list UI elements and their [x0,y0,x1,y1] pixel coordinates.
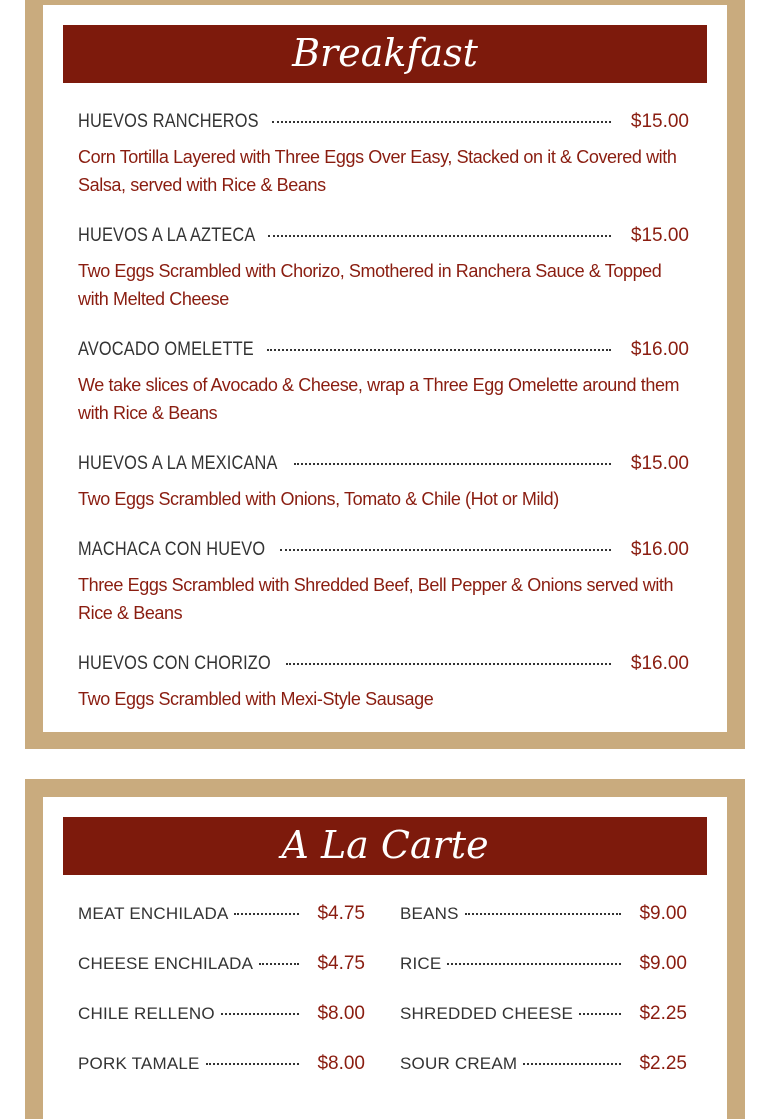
item-description: We take slices of Avocado & Cheese, wrap a Three Egg Omelette around them with Rice & Beans [78,375,680,423]
menu-item [78,111,689,199]
menu-item [78,953,365,979]
item-name: CHEESE ENCHILADA [78,954,254,973]
item-price: $8.00 [317,1003,365,1024]
item-price: $16.00 [630,539,689,560]
menu-item [78,1053,365,1079]
leader-dots [206,1063,300,1065]
leader-dots [579,1013,621,1015]
leader-dots [294,463,611,465]
menu-item [400,1003,687,1029]
breakfast-panel [43,5,727,732]
item-name: HUEVOS RANCHEROS [78,111,259,132]
item-price: $15.00 [630,225,689,246]
item-description: Two Eggs Scrambled with Chorizo, Smothered in Ranchera Sauce & Topped with Melted Cheese [78,261,662,309]
item-price: $2.25 [639,1053,687,1074]
leader-dots [259,963,299,965]
leader-dots [267,349,611,351]
leader-dots [447,963,621,965]
leader-dots [286,663,611,665]
menu-item [78,653,689,713]
leader-dots [221,1013,300,1015]
menu-item [400,953,687,979]
item-price: $2.25 [639,1003,687,1024]
menu-item [78,539,689,627]
leader-dots [268,235,611,237]
breakfast-title: Breakfast [63,25,707,83]
leader-dots [272,121,611,123]
alacarte-section [25,779,745,1119]
item-name: MACHACA CON HUEVO [78,539,266,560]
item-name: RICE [400,954,442,973]
menu-item [400,1053,687,1079]
leader-dots [234,913,299,915]
item-description: Corn Tortilla Layered with Three Eggs Over Easy, Stacked on it & Covered with Salsa, served with Rice & Beans [78,147,677,195]
item-price: $9.00 [639,903,687,924]
item-description: Three Eggs Scrambled with Shredded Beef, Bell Pepper & Onions served with Rice & Beans [78,575,674,623]
item-price: $8.00 [317,1053,365,1074]
item-name: MEAT ENCHILADA [78,904,229,923]
item-name: CHILE RELLENO [78,1004,215,1023]
menu-item [78,339,689,427]
item-price: $15.00 [630,111,689,132]
menu-item [400,903,687,929]
item-name: BEANS [400,904,459,923]
item-name: PORK TAMALE [78,1054,200,1073]
item-price: $4.75 [317,953,365,974]
item-price: $4.75 [317,903,365,924]
item-name: AVOCADO OMELETTE [78,339,254,360]
alacarte-panel [43,797,727,1119]
item-price: $16.00 [630,339,689,360]
item-name: SOUR CREAM [400,1054,518,1073]
menu-item [78,1003,365,1029]
item-price: $16.00 [630,653,689,674]
item-price: $15.00 [630,453,689,474]
menu-item [78,225,689,313]
leader-dots [465,913,622,915]
alacarte-title: A La Carte [63,817,707,875]
menu-item [78,903,365,929]
breakfast-section [25,0,745,749]
item-description: Two Eggs Scrambled with Onions, Tomato & Chile (Hot or Mild) [78,489,559,509]
leader-dots [280,549,611,551]
item-description: Two Eggs Scrambled with Mexi-Style Sausage [78,689,434,709]
item-name: HUEVOS A LA MEXICANA [78,453,278,474]
menu-item [78,453,689,513]
item-price: $9.00 [639,953,687,974]
item-name: HUEVOS A LA AZTECA [78,225,256,246]
item-name: SHREDDED CHEESE [400,1004,574,1023]
leader-dots [523,1063,621,1065]
item-name: HUEVOS CON CHORIZO [78,653,271,674]
